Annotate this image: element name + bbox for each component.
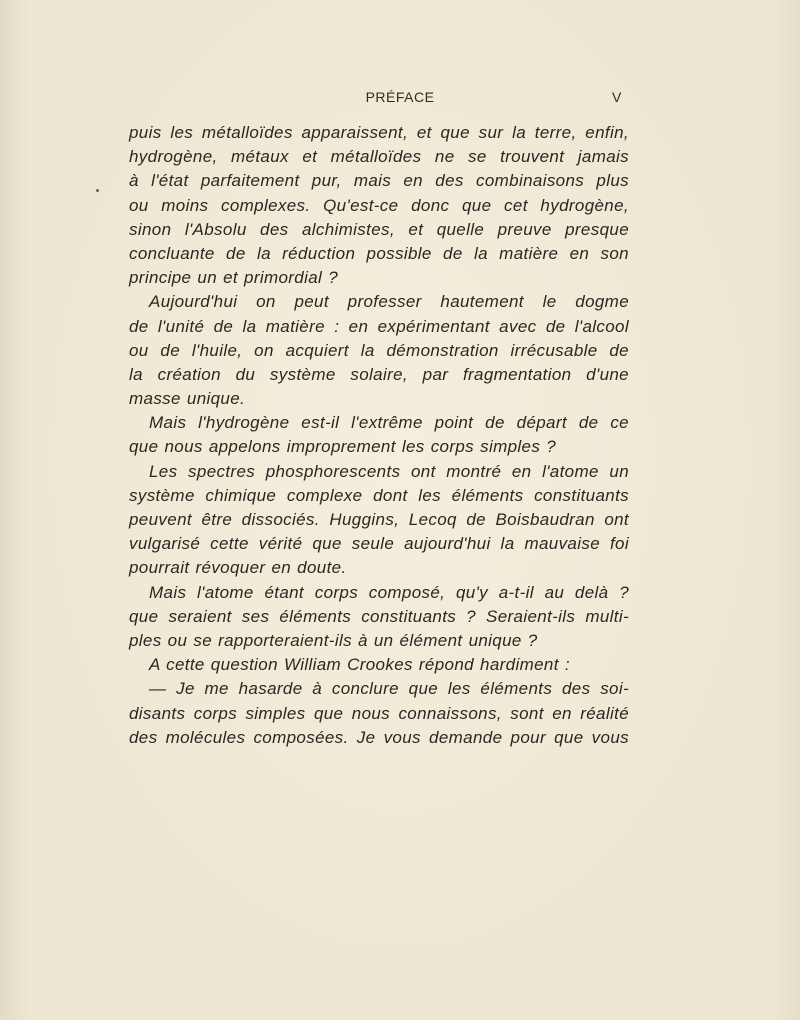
text-line: hydrogène, métaux et métalloïdes ne se trouvent jamais — [129, 147, 629, 167]
chapter-title: PRÉFACE — [365, 89, 435, 105]
text-line: ou moins complexes. Qu'est-ce donc que cet hydrogène, — [129, 195, 629, 215]
text-line: peuvent être dissociés. Huggins, Lecoq de Boisbaudran ont — [129, 510, 629, 529]
text-line: Les spectres phosphorescents ont montré en l'atome un — [149, 461, 629, 481]
text-line: que seraient ses éléments constituants ? Seraient-ils multi- — [129, 606, 629, 626]
text-line: sinon l'Absolu des alchimistes, et quelle preuve presque — [129, 219, 629, 239]
text-line: concluante de la réduction possible de la matière en son — [129, 243, 629, 263]
text-line: Mais l'hydrogène est-il l'extrême point de départ de ce — [149, 413, 629, 433]
text-line: pourrait révoquer en doute. — [129, 558, 347, 578]
text-line: à l'état parfaitement pur, mais en des combinaisons plus — [129, 171, 629, 191]
running-head — [0, 89, 800, 109]
text-line: des molécules composées. Je vous demande pour que vous — [129, 727, 629, 747]
text-line: — Je me hasarde à conclure que les éléments des soi- — [149, 679, 629, 699]
text-line: Mais l'atome étant corps composé, qu'y a-t-il au delà ? — [149, 582, 629, 602]
text-line: la création du système solaire, par fragmentation d'une — [129, 364, 629, 384]
text-line: disants corps simples que nous connaissons, sont en réalité — [129, 703, 629, 723]
text-line: Aujourd'hui on peut professer hautement le dogme — [149, 292, 629, 312]
page-number: V — [612, 89, 622, 105]
text-line: masse unique. — [129, 389, 246, 409]
text-line: ou de l'huile, on acquiert la démonstration irrécusable de — [129, 340, 629, 360]
text-line: principe un et primordial ? — [129, 268, 339, 288]
text-line: de l'unité de la matière : en expérimentant avec de l'alcool — [129, 316, 629, 336]
text-line: que nous appelons improprement les corps simples ? — [129, 437, 557, 457]
text-line: A cette question William Crookes répond hardiment : — [149, 655, 570, 675]
text-line: vulgarisé cette vérité que seule aujourd'hui la mauvaise foi — [129, 534, 629, 554]
text-line: ples ou se rapporteraient-ils à un élément unique ? — [129, 630, 538, 650]
text-line: puis les métalloïdes apparaissent, et que sur la terre, enfin, — [129, 123, 629, 142]
body-text — [129, 121, 629, 750]
text-line: système chimique complexe dont les éléments constituants — [129, 485, 629, 505]
margin-speck — [96, 189, 99, 192]
